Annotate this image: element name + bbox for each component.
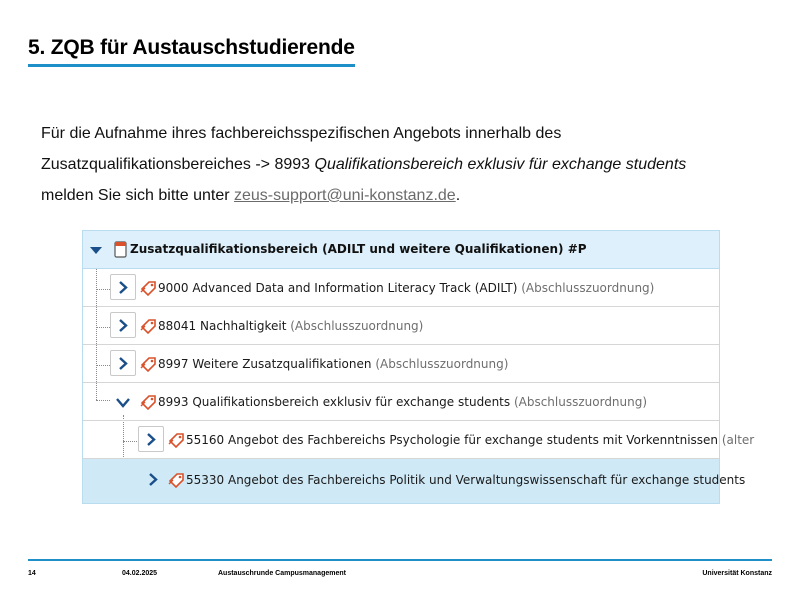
footer-page-number: 14	[28, 570, 36, 577]
footer-organization: Universität Konstanz	[702, 570, 772, 577]
body-text-part-1: Für die Aufnahme ihres fachbereichsspezifischen Angebots innerhalb des Zusatzqualifikationsbereiches -> 8993	[41, 125, 562, 173]
expand-button[interactable]	[110, 312, 136, 338]
tag-icon	[140, 394, 158, 410]
chevron-down-icon[interactable]	[89, 246, 103, 255]
tree-row-55160[interactable]	[83, 421, 755, 459]
slide-title: 5. ZQB für Austauschstudierende	[28, 36, 355, 67]
expand-button[interactable]	[110, 350, 136, 376]
tree-row-8997[interactable]	[83, 345, 719, 383]
tag-icon	[140, 280, 158, 296]
tree-item-note: (alter	[718, 433, 755, 447]
tree-root-label: Zusatzqualifikationsbereich (ADILT und weitere Qualifikationen) #P	[130, 242, 587, 256]
tree-item-label: 8997 Weitere Zusatzqualifikationen	[158, 357, 372, 371]
chevron-down-icon[interactable]	[116, 398, 130, 407]
document-icon	[114, 241, 127, 258]
chevron-right-icon	[119, 281, 128, 294]
tag-icon	[140, 356, 158, 372]
expand-button[interactable]	[110, 274, 136, 300]
expand-button[interactable]	[138, 426, 164, 452]
tree-item-note: (Abschlusszuordnung)	[371, 357, 509, 371]
tree-item-note: (Abschlusszuordnung)	[286, 319, 424, 333]
footer-divider	[28, 559, 772, 561]
chevron-right-icon[interactable]	[149, 473, 158, 486]
qualification-tree	[82, 230, 755, 504]
tree-item-note: (Abschlusszuordnung)	[510, 395, 648, 409]
tree-item-note: (Abschlusszuordnung)	[517, 281, 655, 295]
chevron-right-icon	[119, 319, 128, 332]
tree-item-label: 55330 Angebot des Fachbereichs Politik und Verwaltungswissenschaft für exchange students	[186, 473, 746, 487]
body-text-italic: Qualifikationsbereich exklusiv für exchange students	[314, 156, 687, 173]
tree-item-label: 9000 Advanced Data and Information Literacy Track (ADILT)	[158, 281, 518, 295]
support-email-link[interactable]: zeus-support@uni-konstanz.de	[234, 187, 456, 204]
slide-body-text	[41, 118, 741, 211]
footer-event: Austauschrunde Campusmanagement	[218, 570, 346, 577]
footer-date: 04.02.2025	[122, 570, 158, 577]
tree-row-8993[interactable]	[83, 383, 719, 421]
chevron-right-icon	[119, 357, 128, 370]
body-text-part-2: melden Sie sich bitte unter	[41, 187, 234, 204]
tree-row-55330[interactable]	[83, 459, 746, 503]
chevron-right-icon	[147, 433, 156, 446]
tag-icon	[168, 432, 186, 448]
tree-row-9000[interactable]	[83, 269, 719, 307]
body-text-part-3: .	[455, 187, 461, 204]
tree-root-row[interactable]	[83, 231, 719, 269]
tree-row-88041[interactable]	[83, 307, 719, 345]
tree-item-label: 88041 Nachhaltigkeit	[158, 319, 287, 333]
tree-item-label: 8993 Qualifikationsbereich exklusiv für exchange students	[158, 395, 511, 409]
tag-icon	[168, 472, 186, 488]
tree-item-label: 55160 Angebot des Fachbereichs Psychologie für exchange students mit Vorkenntnissen	[186, 433, 719, 447]
tag-icon	[140, 318, 158, 334]
